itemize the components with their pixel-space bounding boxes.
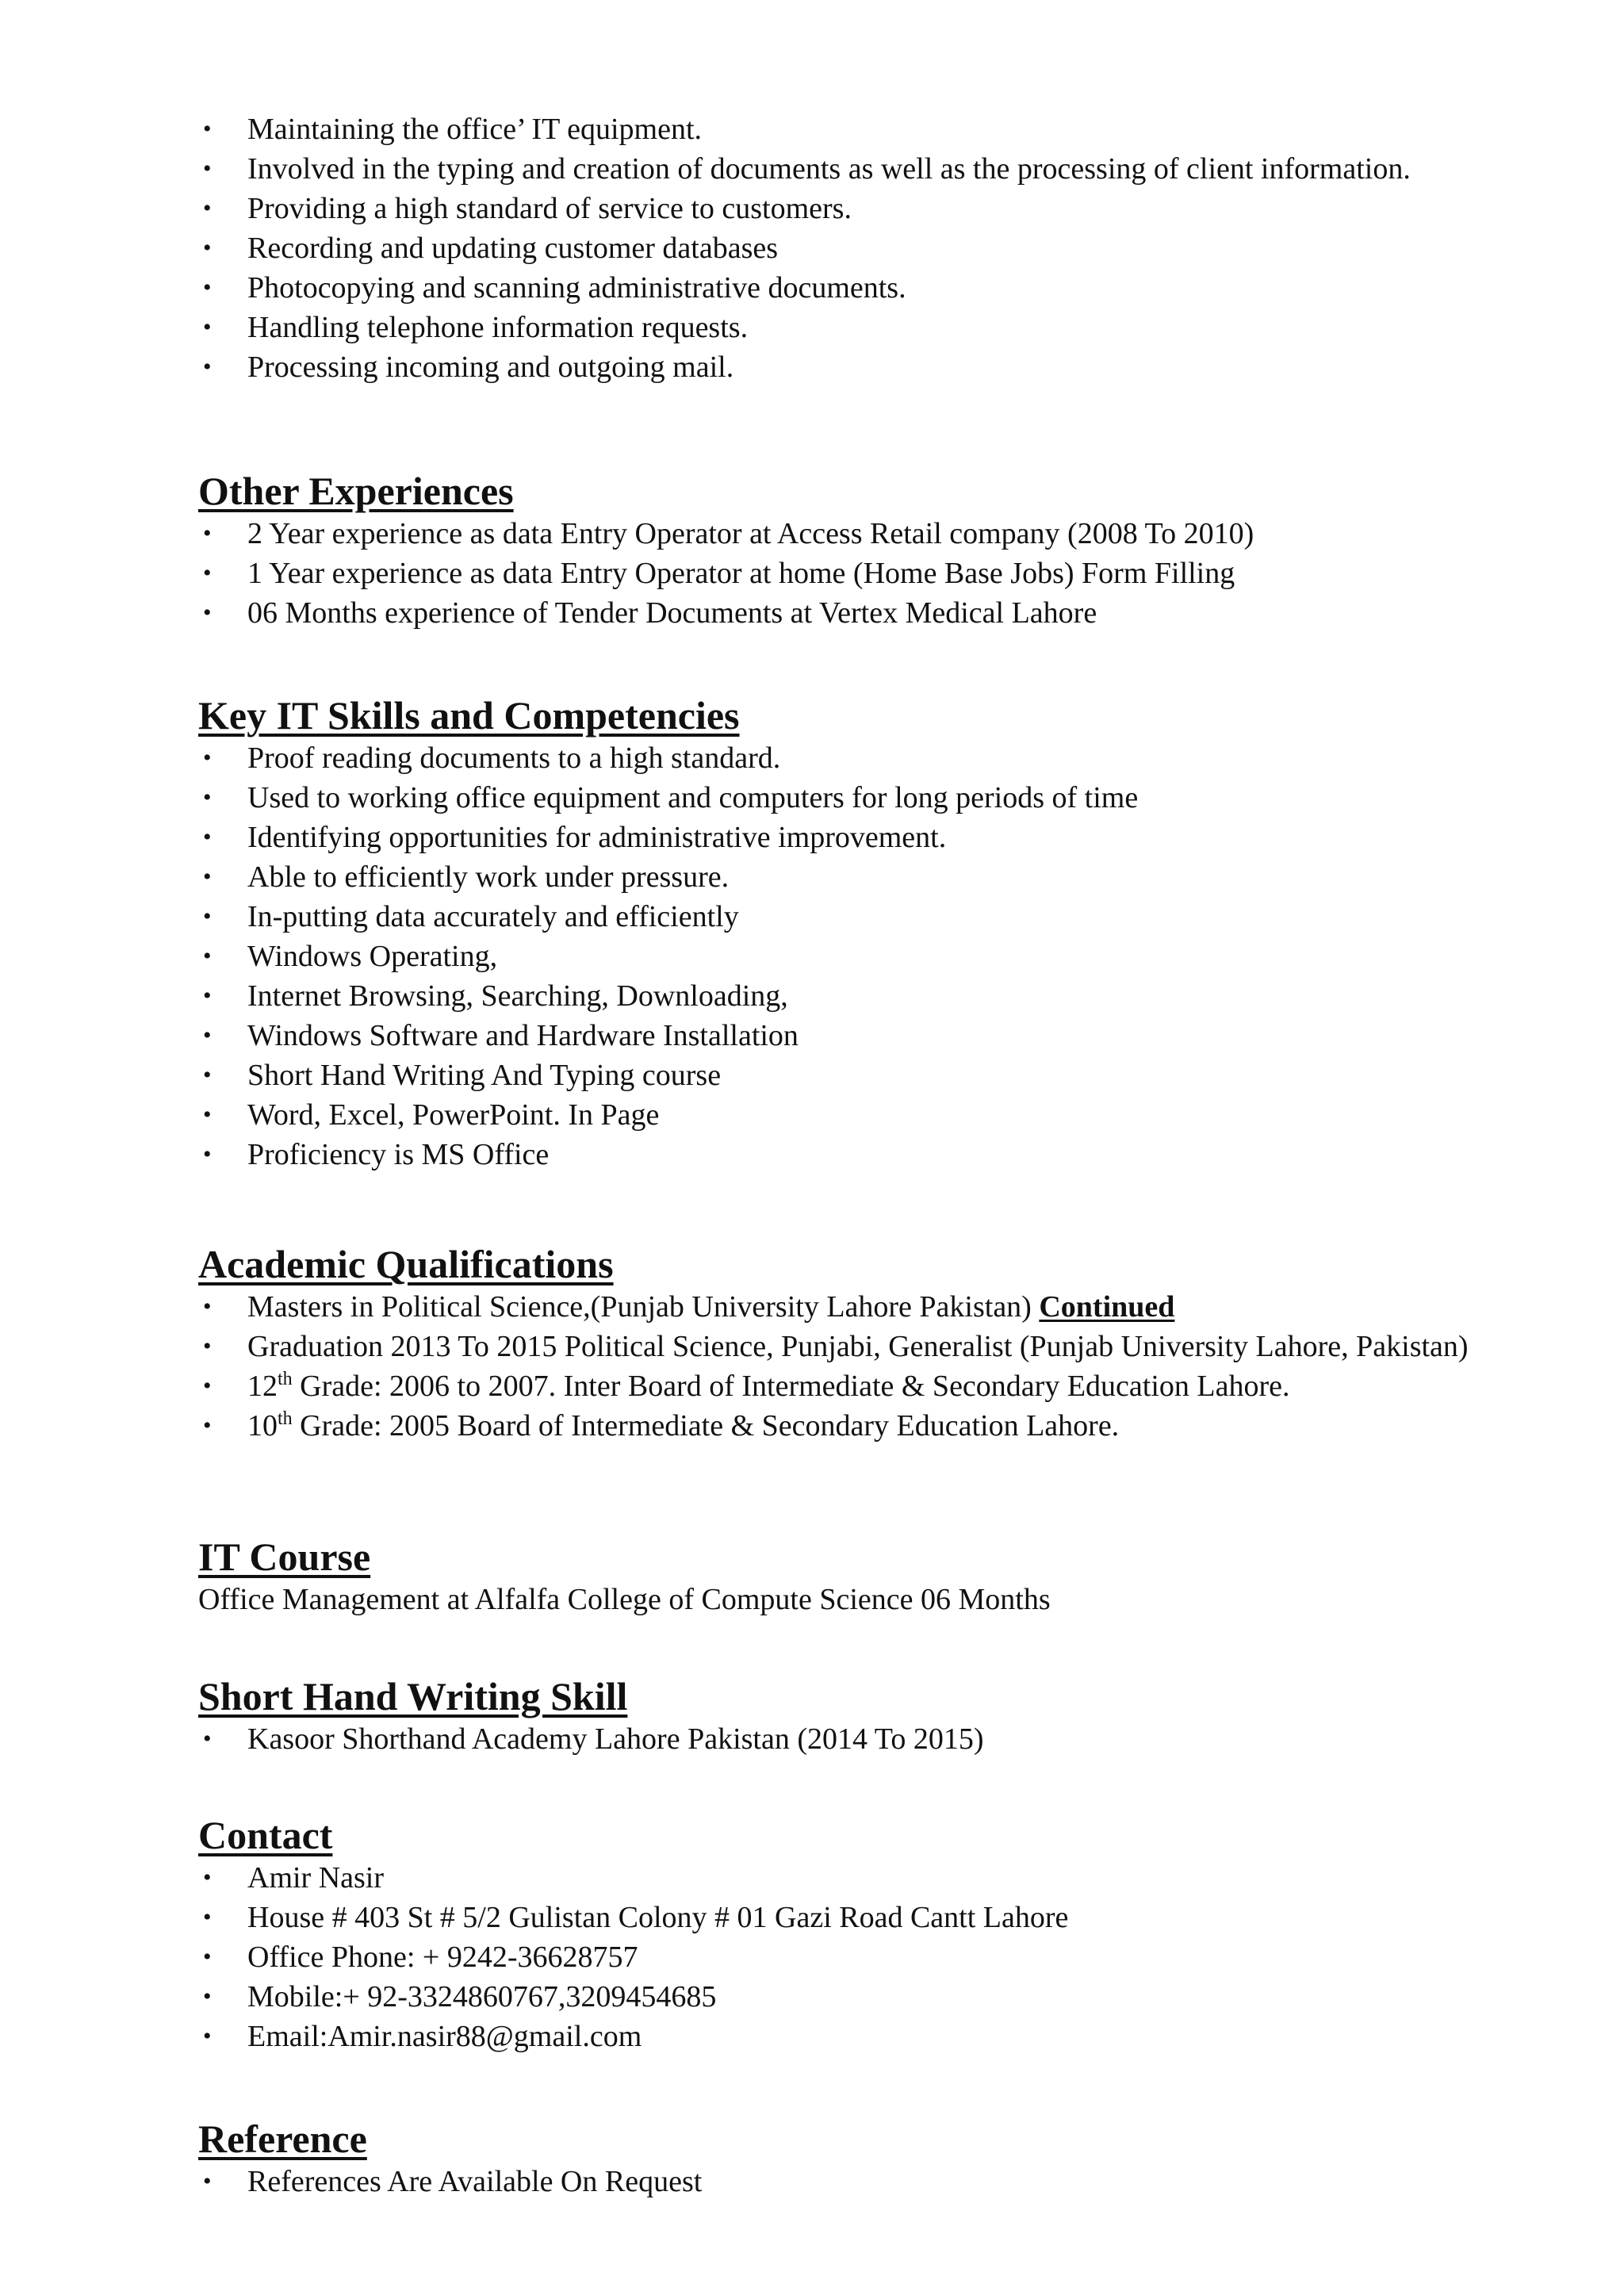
- contact-name: • Amir Nasir: [198, 1858, 1483, 1898]
- bullet-icon: •: [203, 824, 212, 850]
- bullet-icon: •: [203, 745, 212, 771]
- bullet-icon: •: [203, 1944, 212, 1970]
- list-item: • Handling telephone information requests.: [198, 308, 1483, 347]
- skills-section: [198, 692, 1483, 1174]
- list-item: • Proficiency is MS Office: [198, 1135, 1483, 1174]
- bullet-icon: •: [203, 1062, 212, 1088]
- bullet-icon: •: [203, 943, 212, 969]
- status-label: Continued: [1039, 1290, 1175, 1324]
- section-heading: Key IT Skills and Competencies: [198, 693, 740, 738]
- section-heading: Other Experiences: [198, 469, 514, 513]
- bullet-icon: •: [203, 2023, 212, 2049]
- duties-section: [198, 109, 1483, 387]
- skills-list: [198, 738, 1483, 1174]
- bullet-icon: •: [203, 1726, 212, 1752]
- list-item: • Identifying opportunities for administrative improvement.: [198, 818, 1483, 857]
- shorthand-section: [198, 1673, 1483, 1759]
- reference-list: [198, 2162, 1483, 2201]
- bullet-icon: •: [203, 1102, 212, 1128]
- list-item: • 2 Year experience as data Entry Operator at Access Retail company (2008 To 2010): [198, 514, 1483, 554]
- list-item: • Kasoor Shorthand Academy Lahore Pakistan (2014 To 2015): [198, 1719, 1483, 1759]
- bullet-icon: •: [203, 1141, 212, 1167]
- bullet-icon: •: [203, 1904, 212, 1930]
- duties-list: [198, 109, 1483, 387]
- list-item: • Able to efficiently work under pressure.: [198, 857, 1483, 897]
- bullet-icon: •: [203, 195, 212, 221]
- contact-section: [198, 1812, 1483, 2056]
- shorthand-list: [198, 1719, 1483, 1759]
- section-heading: IT Course: [198, 1534, 371, 1579]
- bullet-icon: •: [203, 1412, 212, 1439]
- list-item: • 12th Grade: 2006 to 2007. Inter Board of Intermediate & Secondary Education Lahore.: [198, 1366, 1483, 1406]
- list-item: • Graduation 2013 To 2015 Political Science, Punjabi, Generalist (Punjab University Lahore, Pakistan): [198, 1327, 1483, 1366]
- bullet-icon: •: [203, 314, 212, 340]
- list-item: • Recording and updating customer databases: [198, 228, 1483, 268]
- section-heading: Short Hand Writing Skill: [198, 1674, 628, 1718]
- other-experiences-section: [198, 468, 1483, 633]
- other-experiences-list: [198, 514, 1483, 633]
- bullet-icon: •: [203, 903, 212, 929]
- list-item: • Used to working office equipment and computers for long periods of time: [198, 778, 1483, 818]
- bullet-icon: •: [203, 1983, 212, 2010]
- academic-list: [198, 1287, 1483, 1446]
- contact-office-phone: • Office Phone: + 9242-36628757: [198, 1937, 1483, 1977]
- bullet-icon: •: [203, 155, 212, 182]
- list-item: • 10th Grade: 2005 Board of Intermediate & Secondary Education Lahore.: [198, 1406, 1483, 1446]
- bullet-icon: •: [203, 274, 212, 301]
- bullet-icon: •: [203, 354, 212, 380]
- section-heading: Reference: [198, 2117, 367, 2161]
- list-item: • In-putting data accurately and efficiently: [198, 897, 1483, 937]
- bullet-icon: •: [203, 1022, 212, 1048]
- list-item: • Photocopying and scanning administrative documents.: [198, 268, 1483, 308]
- list-item: • Masters in Political Science,(Punjab University Lahore Pakistan) Continued: [198, 1287, 1483, 1327]
- list-item: • Maintaining the office’ IT equipment.: [198, 109, 1483, 149]
- contact-address: • House # 403 St # 5/2 Gulistan Colony # 01 Gazi Road Cantt Lahore: [198, 1898, 1483, 1937]
- bullet-icon: •: [203, 983, 212, 1009]
- bullet-icon: •: [203, 1293, 212, 1320]
- bullet-icon: •: [203, 784, 212, 810]
- bullet-icon: •: [203, 600, 212, 626]
- list-item: • 1 Year experience as data Entry Operator at home (Home Base Jobs) Form Filling: [198, 554, 1483, 593]
- list-item: • Windows Software and Hardware Installation: [198, 1016, 1483, 1056]
- list-item: • Windows Operating,: [198, 937, 1483, 976]
- section-heading: Academic Qualifications: [198, 1242, 614, 1286]
- list-item: • Short Hand Writing And Typing course: [198, 1056, 1483, 1095]
- it-course-text: Office Management at Alfalfa College of Compute Science 06 Months: [198, 1583, 1051, 1616]
- bullet-icon: •: [203, 235, 212, 261]
- bullet-icon: •: [203, 1373, 212, 1399]
- list-item: • Providing a high standard of service to customers.: [198, 189, 1483, 228]
- contact-mobile: • Mobile:+ 92-3324860767,3209454685: [198, 1977, 1483, 2017]
- bullet-icon: •: [203, 1864, 212, 1891]
- contact-email: • Email:Amir.nasir88@gmail.com: [198, 2017, 1483, 2056]
- list-item: • 06 Months experience of Tender Documents at Vertex Medical Lahore: [198, 593, 1483, 633]
- bullet-icon: •: [203, 560, 212, 586]
- list-item: • Involved in the typing and creation of documents as well as the processing of client information.: [198, 149, 1483, 189]
- bullet-icon: •: [203, 2168, 212, 2194]
- bullet-icon: •: [203, 520, 212, 546]
- list-item: • References Are Available On Request: [198, 2162, 1483, 2201]
- bullet-icon: •: [203, 864, 212, 890]
- section-heading: Contact: [198, 1813, 333, 1857]
- list-item: • Word, Excel, PowerPoint. In Page: [198, 1095, 1483, 1135]
- list-item: • Internet Browsing, Searching, Downloading,: [198, 976, 1483, 1016]
- reference-section: [198, 2116, 1483, 2201]
- academic-section: [198, 1241, 1483, 1446]
- bullet-icon: •: [203, 116, 212, 142]
- list-item: • Processing incoming and outgoing mail.: [198, 347, 1483, 387]
- contact-list: [198, 1858, 1483, 2056]
- bullet-icon: •: [203, 1333, 212, 1359]
- it-course-section: [198, 1534, 1483, 1619]
- list-item: • Proof reading documents to a high standard.: [198, 738, 1483, 778]
